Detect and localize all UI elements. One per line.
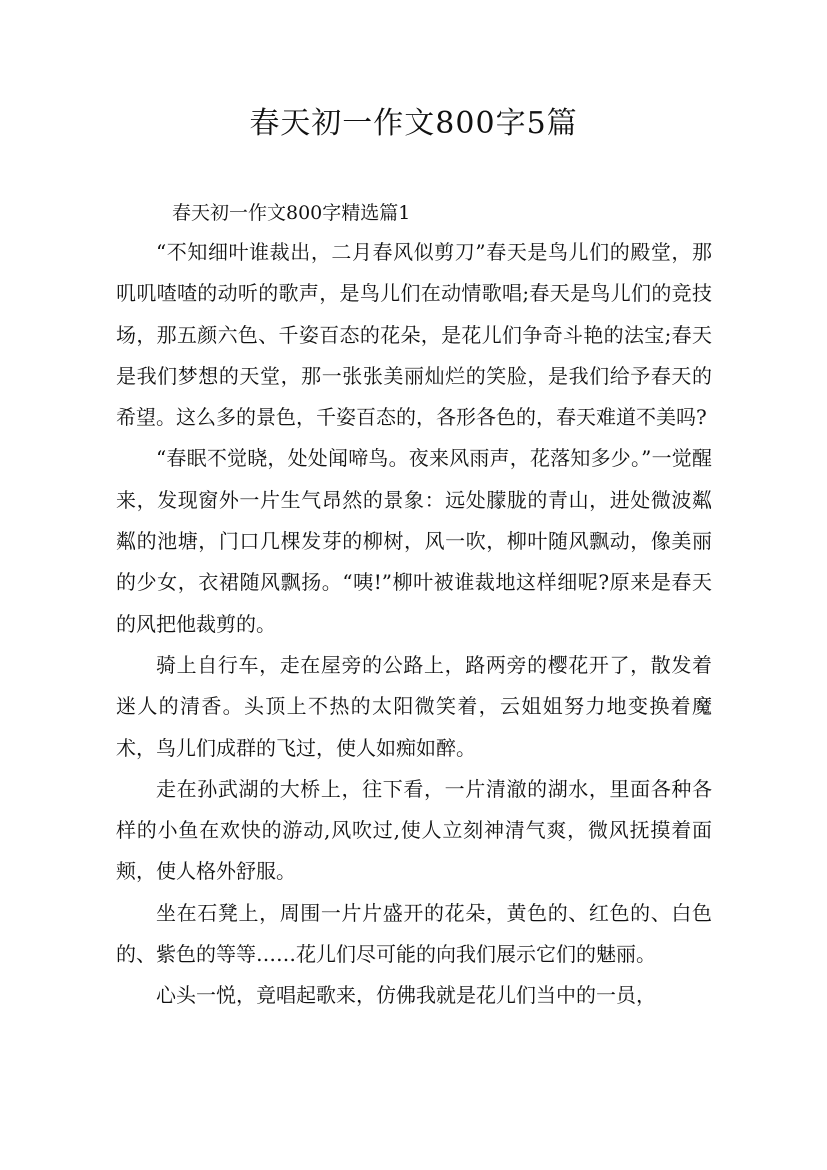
paragraph-3: 骑上自行车，走在屋旁的公路上，路两旁的樱花开了，散发着迷人的清香。头顶上不热的太阳微笑着，云姐姐努力地变换着魔术，鸟儿们成群的飞过，使人如痴如醉。 [116, 652, 712, 760]
paragraph-5: 坐在石凳上，周围一片片盛开的花朵，黄色的、红色的、白色的、紫色的等等……花儿们尽可能的向我们展示它们的魅丽。 [116, 900, 712, 967]
paragraph-1: “不知细叶谁裁出，二月春风似剪刀”春天是鸟儿们的殿堂，那叽叽喳喳的动听的歌声，是鸟儿们在动情歌唱;春天是鸟儿们的竞技场，那五颜六色、千姿百态的花朵，是花儿们争奇斗艳的法宝;春天是我们梦想的天堂，那一张张美丽灿烂的笑脸，是我们给予春天的希望。这么多的景色，千姿百态的，各形各色的，春天难道不美吗? [116, 240, 712, 430]
document-title: 春天初一作文800字5篇 [249, 106, 578, 141]
paragraph-6: 心头一悦，竟唱起歌来，仿佛我就是花儿们当中的一员， [156, 983, 656, 1008]
article-body [116, 232, 712, 1017]
paragraph-4: 走在孙武湖的大桥上，往下看，一片清澈的湖水，里面各种各样的小鱼在欢快的游动,风吹过,使人立刻神清气爽，微风抚摸着面颊，使人格外舒服。 [116, 776, 712, 884]
section-heading: 春天初一作文800字精选篇1 [172, 202, 411, 224]
paragraph-2: “春眠不觉晓，处处闻啼鸟。夜来风雨声，花落知多少。”一觉醒来，发现窗外一片生气昂然的景象：远处朦胧的青山，进处微波粼粼的池塘，门口几棵发芽的柳树，风一吹，柳叶随风飘动，像美丽的少女，衣裙随风飘扬。“咦!”柳叶被谁裁地这样细呢?原来是春天的风把他裁剪的。 [116, 446, 712, 636]
